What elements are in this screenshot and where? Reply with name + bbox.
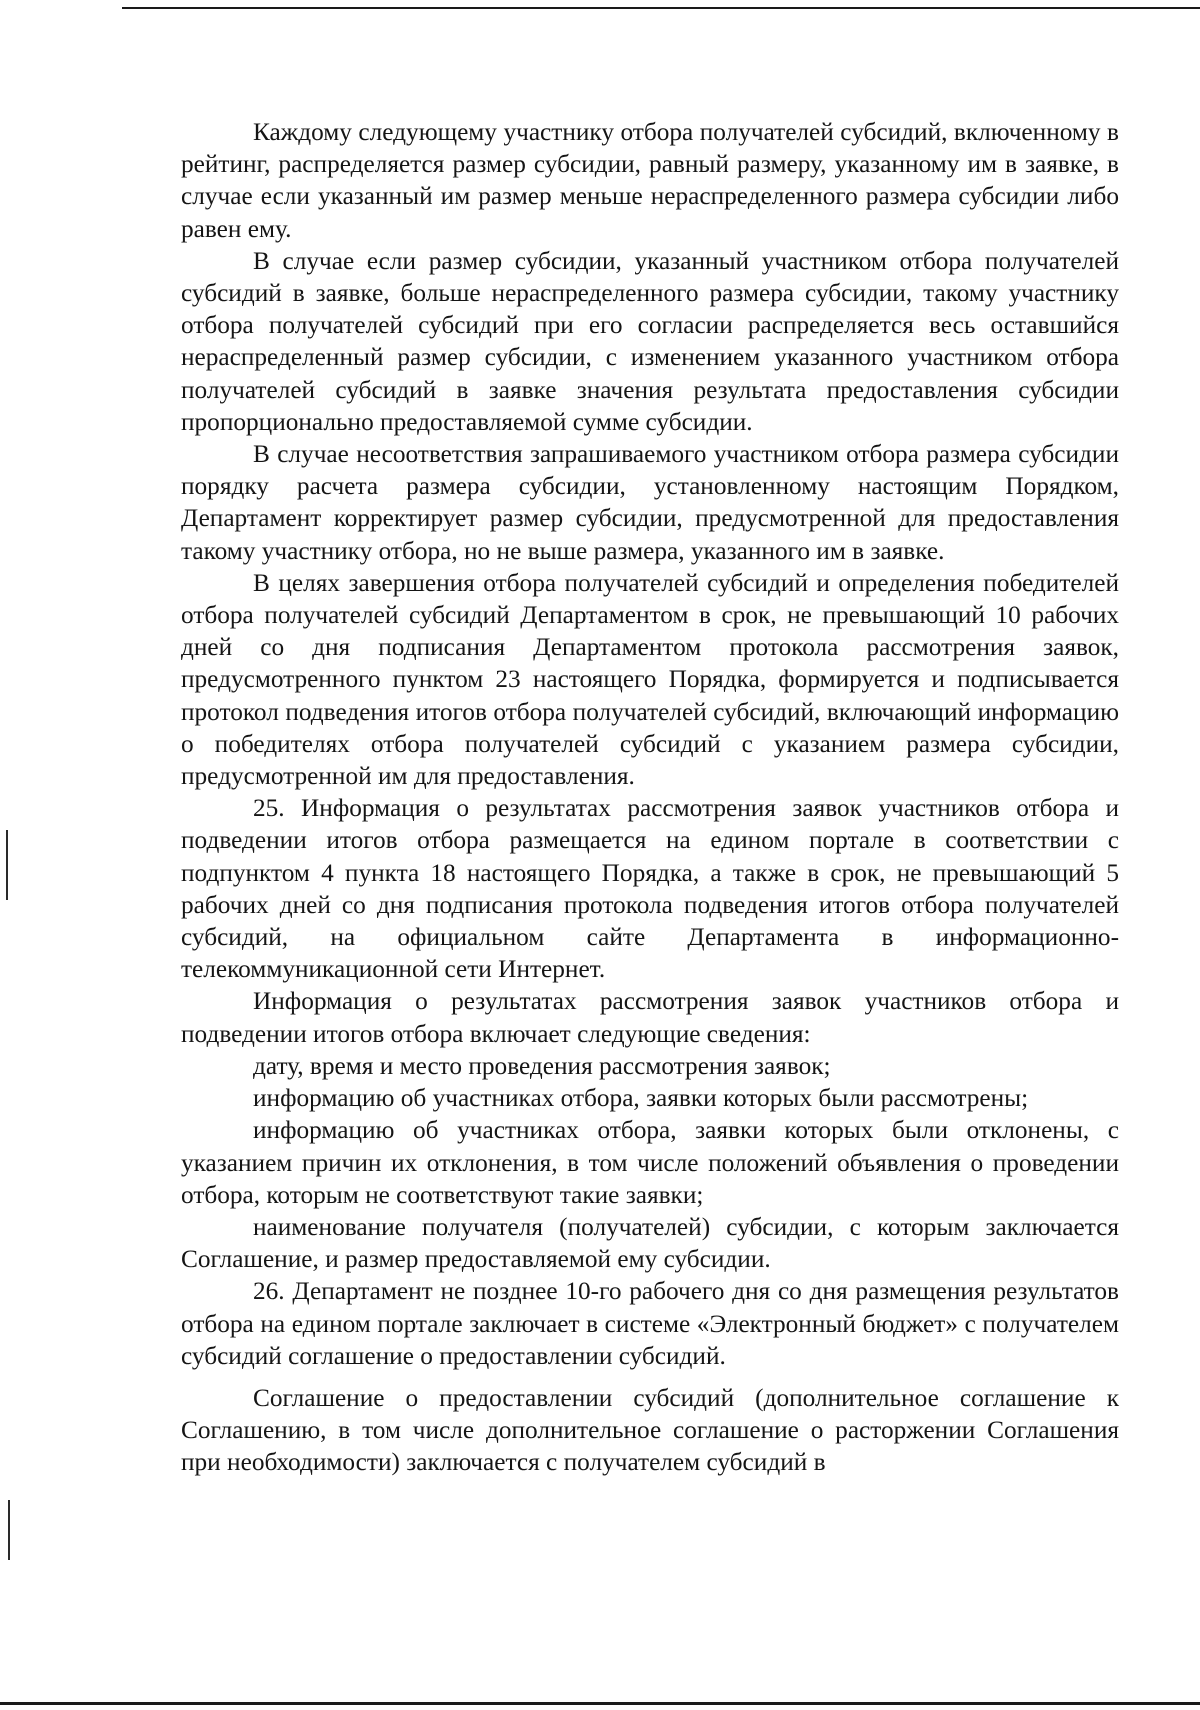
paragraph-rating-distribution: Каждому следующему участнику отбора получателей субсидий, включенному в рейтинг, распределяется размер субсидии, равный размеру, указанному им в заявке, в случае если указанный им размер меньше нераспределенного размера субсидии либо равен ему.	[181, 118, 1119, 243]
list-item-rejected-participants: информацию об участниках отбора, заявки которых были отклонены, с указанием причин их отклонения, в том числе положений объявления о проведении отбора, которым не соответствуют такие заявки;	[181, 1116, 1119, 1209]
scan-margin-mark	[8, 1500, 10, 1560]
paragraph-item-26: 26. Департамент не позднее 10-го рабочего дня со дня размещения результатов отбора на едином портале заключает в системе «Электронный бюджет» с получателем субсидий соглашение о предоставлении субсидий.	[181, 1277, 1119, 1370]
scan-top-border	[122, 7, 1200, 9]
document-body	[181, 116, 1119, 1479]
scan-margin-mark	[6, 830, 8, 900]
list-item-recipient-name: наименование получателя (получателей) субсидии, с которым заключается Соглашение, и размер предоставляемой ему субсидии.	[181, 1212, 1119, 1274]
list-item-reviewed-participants: информацию об участниках отбора, заявки которых были рассмотрены;	[253, 1084, 1029, 1113]
paragraph-size-mismatch: В случае несоответствия запрашиваемого участником отбора размера субсидии порядку расчета размера субсидии, установленному настоящим Порядком, Департамент корректирует размер субсидии, предусмотренной для предоставления такому участнику отбора, но не выше размера, указанного им в заявке.	[181, 440, 1119, 565]
paragraph-agreement: Соглашение о предоставлении субсидий (дополнительное соглашение к Соглашению, в том числе дополнительное соглашение о расторжении Соглашения при необходимости) заключается с получателем субсидий в	[181, 1383, 1119, 1477]
paragraph-selection-completion: В целях завершения отбора получателей субсидий и определения победителей отбора получателей субсидий Департаментом в срок, не превышающий 10 рабочих дней со дня подписания Департаментом протокола рассмотрения заявок, предусмотренного пунктом 23 настоящего Порядка, формируется и подписывается протокол подведения итогов отбора получателей субсидий, включающий информацию о победителях отбора получателей субсидий с указанием размера субсидии, предусмотренной им для предоставления.	[181, 568, 1119, 791]
list-item-date-time-place: дату, время и место проведения рассмотрения заявок;	[253, 1051, 831, 1080]
scan-bottom-border	[0, 1702, 1200, 1705]
paragraph-item-25: 25. Информация о результатах рассмотрения заявок участников отбора и подведении итогов отбора размещается на едином портале в соответствии с подпунктом 4 пункта 18 настоящего Порядка, а также в срок, не превышающий 5 рабочих дней со дня подписания протокола подведения итогов отбора получателей субсидий, на официальном сайте Департамента в информационно-телекоммуникационной сети Интернет.	[181, 794, 1119, 984]
paragraph-results-info: Информация о результатах рассмотрения заявок участников отбора и подведении итогов отбора включает следующие сведения:	[181, 987, 1119, 1048]
paragraph-size-exceeds: В случае если размер субсидии, указанный участником отбора получателей субсидий в заявке, больше нераспределенного размера субсидии, такому участнику отбора получателей субсидий при его согласии распределяется весь оставшийся нераспределенный размер субсидии, с изменением указанного участником отбора получателей субсидий в заявке значения результата предоставления субсидии пропорционально предоставляемой сумме субсидии.	[181, 246, 1119, 436]
